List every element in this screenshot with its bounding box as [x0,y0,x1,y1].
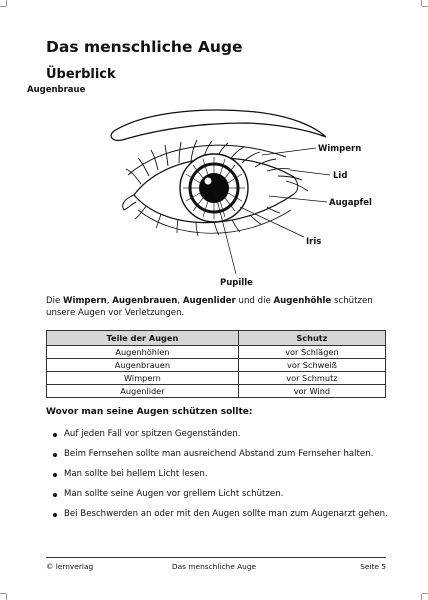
keyword-wimpern: Wimpern [63,296,107,306]
section-heading: Wovor man seine Augen schützen sollte: [46,407,253,417]
crop-mark [6,594,7,600]
crop-mark [421,594,422,600]
keyword-augenlider: Augenlider [182,296,236,306]
protection-table [46,330,386,398]
list-item-text: Bei Beschwerden an oder mit den Augen sollte man zum Augenarzt gehen. [64,509,388,519]
label-augenbraue: Augenbraue [27,85,86,95]
table-row [47,346,386,359]
list-item-text: Beim Fernsehen sollte man ausreichend Abstand zum Fernseher halten. [64,449,374,459]
label-iris: Iris [306,237,322,247]
inner-corner [123,195,136,210]
bullet-icon [53,433,57,437]
table-header-row [47,331,386,346]
crop-mark [6,0,7,6]
bullet-icon [53,493,57,497]
leader-line-iris [240,207,304,237]
label-wimpern: Wimpern [318,144,362,154]
footer-page-number: Seite 5 [360,562,386,571]
leader-line-lid [290,170,330,175]
crop-mark [422,6,428,7]
page-title: Das menschliche Auge [46,38,243,56]
crop-mark [0,6,6,7]
intro-paragraph: Die Wimpern, Augenbrauen, Augenlider und die Augenhöhle schützen unsere Augen vor Verletzungen. [46,296,373,318]
crop-mark [0,593,6,594]
bullet-icon [53,453,57,457]
label-augapfel: Augapfel [329,198,372,208]
eyebrow-shape [111,110,326,140]
section-subtitle: Überblick [46,67,116,82]
table-row [47,359,386,372]
keyword-augenbrauen: Augenbrauen [112,296,178,306]
footer-publisher: © lernverlag [46,562,94,571]
label-pupille: Pupille [220,278,253,288]
table-row [47,385,386,398]
table-cell: vor Schweiß [238,359,385,372]
leader-line-augapfel [269,196,327,202]
table-header: Teile der Augen [47,331,239,346]
table-cell: Augenhöhlen [47,346,239,359]
table-cell: vor Schlägen [238,346,385,359]
list-item [46,509,406,520]
list-item [46,489,406,500]
table-row [47,372,386,385]
table-cell: Wimpern [47,372,239,385]
list-item [46,449,406,460]
list-item-text: Man sollte seine Augen vor grellem Licht schützen. [64,489,284,499]
keyword-augenhoehle: Augenhöhle [273,296,332,306]
table-cell: Augenlider [47,385,239,398]
bullet-icon [53,473,57,477]
list-item [46,429,406,440]
list-item [46,469,406,480]
footer-divider [46,557,386,558]
outer-corner [294,177,298,194]
list-item-text: Auf jeden Fall vor spitzen Gegenständen. [64,429,241,439]
table-cell: Augenbrauen [47,359,239,372]
table-cell: vor Schmutz [238,372,385,385]
footer-document-title: Das menschliche Auge [171,562,257,571]
label-lid: Lid [333,171,348,181]
eye-illustration [27,82,386,288]
protection-tips-list [46,420,406,520]
bullet-icon [53,513,57,517]
table-cell: vor Wind [238,385,385,398]
table-header: Schutz [238,331,385,346]
crop-mark [422,593,428,594]
pupil-highlight [205,178,212,185]
list-item-text: Man sollte bei hellem Licht lesen. [64,469,208,479]
eye-diagram [27,82,386,288]
